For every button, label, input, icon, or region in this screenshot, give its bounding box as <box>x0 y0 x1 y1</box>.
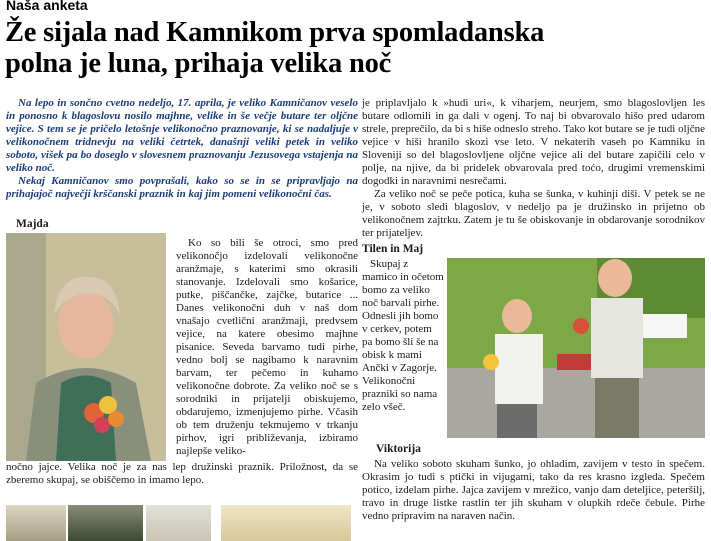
headline <box>5 17 705 79</box>
tilen-text <box>362 258 444 414</box>
majda-text <box>176 237 358 458</box>
majda-photo <box>6 233 166 461</box>
bottom-photo-3 <box>146 505 211 541</box>
kids-photo <box>447 258 705 438</box>
headline-line-2: polna je luna, prihaja velika noč <box>5 48 392 79</box>
majda-text-continued <box>6 461 358 487</box>
majda-paragraph: Ko so bili še otroci, smo pred velikonočjo izdelovali velikonočne aranžmaje, s katerimi smo okrasili stanovanje. Izdelovali smo košarice, putke, piščančke, zajčke, butarice ... Danes velikonočni duh v naš dom vnašajo cvetlični aranžmaji, predvsem vejice, na katere obesimo majhne pisanice. Seveda barvamo tudi pirhe, vedno bolj se nagibamo k naravnim barvam, ter pečemo in kuhamo velikonočne dobrote. Za veliko noč se s sorodniki in prijatelji obiskujemo, obdarujemo, izmenjujemo pirhe. Včasih ob tem druženju tekmujemo v trkanju pirhov, igri približevanja, izbiramo najlepše veliko- <box>176 237 358 457</box>
intro-paragraph-1: Na lepo in sončno cvetno nedeljo, 17. aprila, je veliko Kamničanov veselo in ponosno k blagoslovu nosilo majhne, velike in še večje butare ter oljčne vejice. S tem se je pričelo letošnje velikonočno praznovanje, ki se nadaljuje v velikonočnem tridnevju na veliki četrtek, današnji veliki petek in veliko soboto, višek pa bo doseglo v slovesnem praznovanju Jezusovega vstajenja na veliko noč. <box>6 97 358 174</box>
bottom-photo-4 <box>221 505 351 541</box>
majda-paragraph-end: nočno jajce. Velika noč je za nas lep družinski praznik. Priložnost, da se zberemo skupaj, se obiščemo in imamo lepo. <box>6 461 358 486</box>
bottom-photo-2 <box>68 505 143 541</box>
headline-line-1: Že sijala nad Kamnikom prva spomladanska <box>5 17 545 48</box>
tilen-name: Tilen in Maj <box>362 243 424 255</box>
intro-paragraph-2: Nekaj Kamničanov smo povprašali, kako so se in se pripravljajo na prihajajoč največji krščanski praznik in kaj jim pomeni velikonočni čas. <box>6 175 358 200</box>
continuation-paragraph-2: Za veliko noč se peče potica, kuha se šunka, v kuhinji diši. V petek se ne je, v soboto sledi blagoslov, v nedeljo pa je družinsko in prijetno ob velikonočnem zajtrku. Zatem je tu še obiskovanje in obdarovanje sorodnikov ter prijateljev. <box>362 188 705 239</box>
majda-name: Majda <box>16 218 49 230</box>
viktorija-paragraph: Na veliko soboto skuham šunko, jo ohladim, zavijem v testo in spečem. Okrasim jo tudi s ptički in vijugami, tako da res krasno izgleda. Spečem potico, izdelam pirhe. Jajca zavijem v mrežico, vanjo dam deteljice, peteršilj, travo in druge listke rastlin ter jih skuham v olupkih rdeče čebule. Pirhe vedno pripravim na naraven način. <box>362 458 705 522</box>
article-continuation <box>362 97 705 240</box>
bottom-photo-1 <box>6 505 66 541</box>
tilen-paragraph: Skupaj z mamico in očetom bomo za veliko noč barvali pirhe. Odnesli jih bomo v cerkev, potem pa bomo šli še na obisk k mami Ančki v Zagorje. Velikonočni prazniki so nama zelo všeč. <box>362 258 444 413</box>
continuation-paragraph-1: je priplavljalo k »hudi uri«, k viharjem, neurjem, smo blagoslovljen les butare odlomili in ga dali v ogenj. To naj bi obvarovalo hišo pred udarom strele, preprečilo, da bi s hiše odneslo streho. Tako kot butare se je tudi oljčne vejice v hiši hranilo skozi vse leto. V nekaterih vaseh po Kamniku in Sloveniji so del blagoslovljene oljčne vejice ali del butare zapičili celo v polje, na njive, da bi pridelek obvarovala pred toćo, drugimi vremenskimi dogodki in naravnimi nesrečami. <box>362 97 705 187</box>
viktorija-text <box>362 458 705 523</box>
viktorija-name: Viktorija <box>376 443 421 455</box>
intro-lead <box>6 97 358 201</box>
section-kicker: Naša anketa <box>6 0 88 13</box>
